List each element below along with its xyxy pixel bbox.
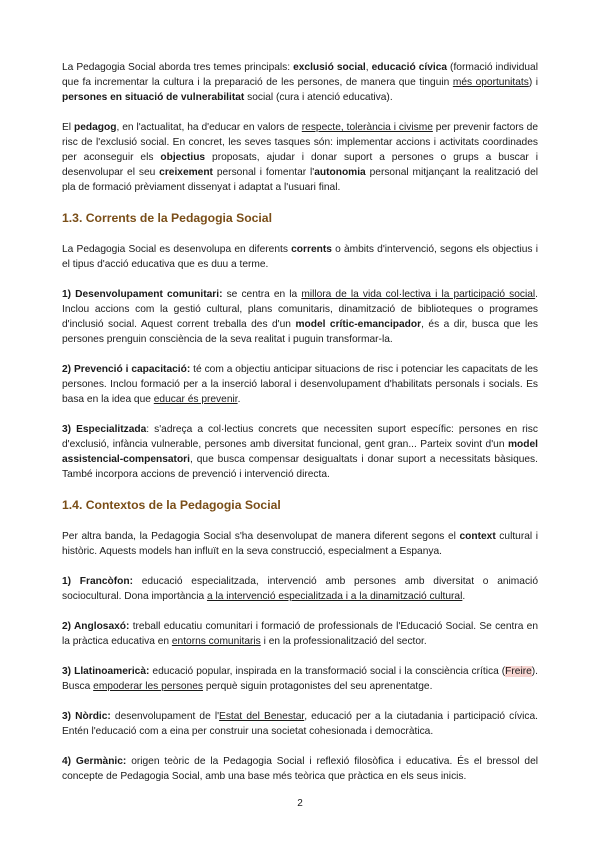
- bold-term: context: [459, 531, 496, 542]
- text: personal mitjançant la realització del pla de formació prèviament dissenyat i adaptat a l'usuari final.: [62, 167, 538, 193]
- text: , és a dir, busca que les persones prenguin consciència de la seva realitat i puguin transformar-la.: [62, 319, 539, 345]
- text: ,: [365, 62, 372, 73]
- text: ). Busca: [62, 666, 539, 692]
- text: educació popular, inspirada en la transformació social i la consciència crítica (: [149, 666, 506, 677]
- text: ) i: [528, 77, 538, 88]
- underlined-phrase: respecte, tolerància i civisme: [301, 122, 433, 133]
- intro-paragraph-1: [62, 60, 538, 105]
- underlined-phrase: entorns comunitaris: [171, 636, 261, 647]
- item-label: 3) Especialitzada: [62, 424, 147, 435]
- underlined-phrase: Estat del Benestar: [219, 711, 305, 722]
- corrent-item-desenvolupament: [62, 287, 538, 347]
- text: té com a objectiu anticipar situacions de risc i potenciar les capacitats de les persones. Inclou formació per a la inserció laboral i desenvolupament d'habilitats personals i socials. Es basa en la idea que: [62, 364, 538, 405]
- item-label: 2) Prevenció i capacitació:: [62, 364, 191, 375]
- item-label: 4) Germànic:: [62, 756, 127, 767]
- underlined-phrase: educar és prevenir: [153, 394, 238, 405]
- underlined-phrase: més oportunitats: [452, 77, 529, 88]
- section-heading-corrents: 1.3. Corrents de la Pedagogia Social: [62, 211, 272, 225]
- corrent-item-prevencio: [62, 362, 538, 407]
- context-item-llatinoamerica: [62, 664, 538, 694]
- bold-term: exclusió social: [293, 62, 366, 73]
- text: per prevenir factors de risc de l'exclusió social. En concret, les seves tasques són: implementar accions i activitats coordinades per aconseguir els: [62, 122, 538, 163]
- text: se centra en la: [222, 289, 302, 300]
- item-label: 3) Llatinoamericà:: [62, 666, 150, 677]
- intro-paragraph-2: [62, 120, 538, 195]
- text: educació especialitzada, intervenció amb persones amb diversitat o animació sociocultural. Dona importància: [62, 576, 538, 602]
- text: , educació per a la ciutadania i participació cívica. Entén l'educació com a eina per construir una societat cohesionada i democràtica.: [62, 711, 538, 737]
- text: personal i fomentar l': [212, 167, 315, 178]
- item-label: 3) Nòrdic:: [62, 711, 111, 722]
- corrents-intro-paragraph: [62, 242, 538, 272]
- text: proposats, ajudar i donar suport a persones o grups a buscar i desenvolupar el seu: [62, 152, 539, 178]
- highlighted-name: Freire: [505, 666, 532, 677]
- text: origen teòric de la Pedagogia Social i reflexió filosòfica i educativa. És el bressol del concepte de Pedagogia Social, amb una base més teòrica que pràctica en els seus inicis.: [62, 756, 538, 782]
- context-item-nordic: [62, 709, 538, 739]
- context-item-francofon: [62, 574, 538, 604]
- text: desenvolupament de l': [110, 711, 220, 722]
- text: , en l'actualitat, ha d'educar en valors de: [116, 122, 302, 133]
- item-label: 1) Francòfon:: [62, 576, 134, 587]
- section-heading-contextos: 1.4. Contextos de la Pedagogia Social: [62, 498, 281, 512]
- text: .: [462, 591, 466, 602]
- underlined-phrase: millora de la vida col·lectiva i la participació social: [301, 289, 536, 300]
- text: (formació individual que fa incrementar la cultura i la preparació de les persones, de manera que tinguin: [62, 62, 538, 88]
- context-item-germanic: [62, 754, 538, 784]
- corrent-item-especialitzada: [62, 422, 538, 482]
- text: . Inclou accions com la gestió cultural, plans comunitaris, dinamització de biblioteques o programes d'inclusió social. Aquest corrent treballa des d'un: [62, 289, 538, 330]
- bold-term: pedagog: [74, 122, 117, 133]
- text: cultural i històric. Aquests models han influït en la seva construcció, especialment a Espanya.: [62, 531, 538, 557]
- page-number: 2: [297, 798, 303, 809]
- item-label: 2) Anglosaxó:: [62, 621, 130, 632]
- context-item-anglosaxo: [62, 619, 538, 649]
- bold-term: model crític-emancipador: [295, 319, 422, 330]
- text: perquè siguin protagonistes del seu aprenentatge.: [203, 681, 433, 692]
- item-label: 1) Desenvolupament comunitari:: [62, 289, 223, 300]
- underlined-phrase: empoderar les persones: [93, 681, 204, 692]
- text: Per altra banda, la Pedagogia Social s'ha desenvolupat de manera diferent segons el: [62, 531, 460, 542]
- text: social (cura i atenció educativa).: [244, 92, 393, 103]
- text: La Pedagogia Social es desenvolupa en diferents: [62, 244, 292, 255]
- bold-term: autonomia: [314, 167, 366, 178]
- bold-term: corrents: [291, 244, 332, 255]
- bold-term: creixement: [159, 167, 213, 178]
- text: .: [237, 394, 241, 405]
- text: i en la professionalització del sector.: [260, 636, 427, 647]
- bold-term: persones en situació de vulnerabilitat: [62, 92, 245, 103]
- contextos-intro-paragraph: [62, 529, 538, 559]
- bold-term: objectius: [160, 152, 206, 163]
- bold-term: educació cívica: [371, 62, 448, 73]
- text: : s'adreça a col·lectius concrets que necessiten suport específic: persones en risc d'exclusió, infància vulnerable, persones amb diversitat funcional, gent gran... Parteix sovint d'un: [62, 424, 538, 450]
- text: treball educatiu comunitari i formació de professionals de l'Educació Social. Se centra en la pràctica educativa en: [62, 621, 538, 647]
- underlined-phrase: a la intervenció especialitzada i a la dinamització cultural: [206, 591, 463, 602]
- text: , que busca compensar desigualtats i donar suport a necessitats bàsiques. També incorpora accions de prevenció i intervenció directa.: [62, 454, 538, 480]
- bold-term: model assistencial-compensatori: [62, 439, 538, 465]
- text: El: [62, 122, 74, 133]
- text: La Pedagogia Social aborda tres temes principals:: [62, 62, 294, 73]
- text: o àmbits d'intervenció, segons els objectius i el tipus d'acció educativa que es duu a terme.: [62, 244, 538, 270]
